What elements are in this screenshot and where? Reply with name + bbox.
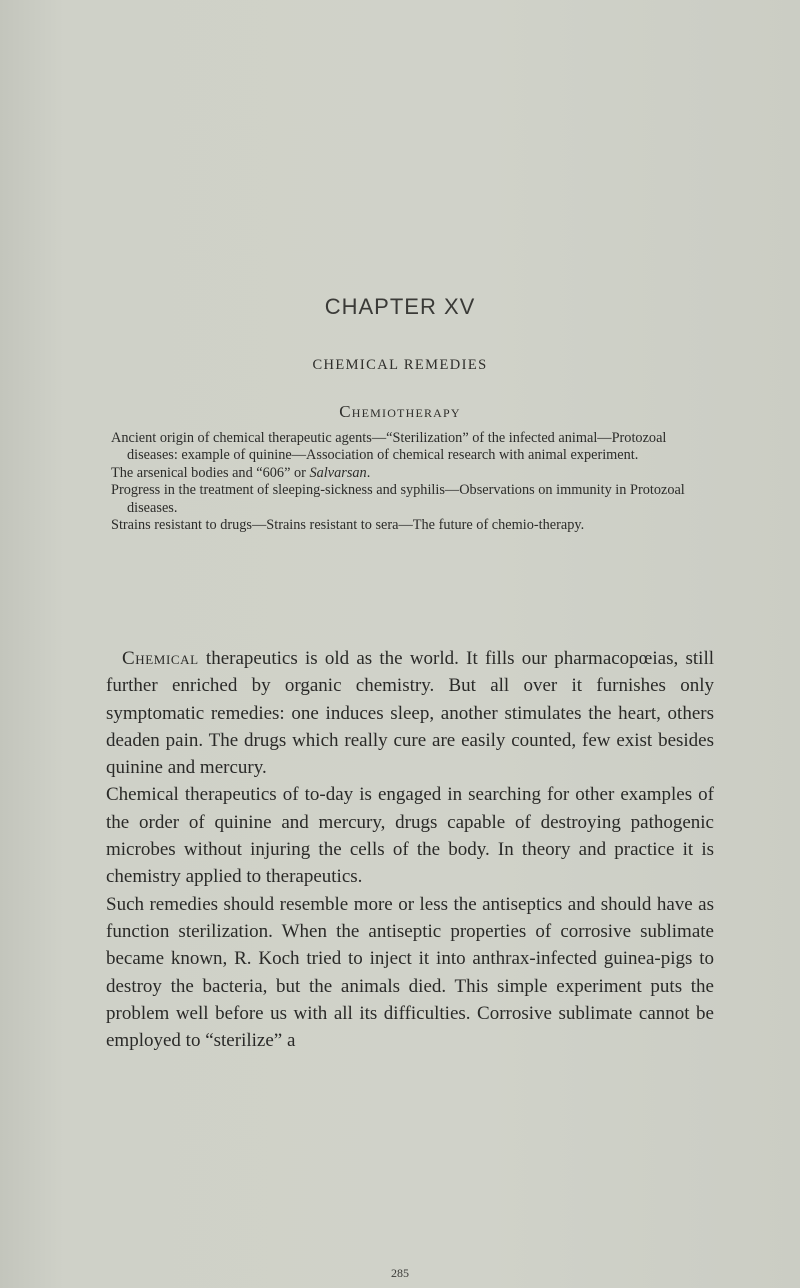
synopsis-item: Ancient origin of chemical therapeutic agents—“Sterilization” of the infected animal—Protozoal diseases: example of quinine—Association of chemical research with animal experiment.: [111, 430, 667, 464]
chapter-subtitle: CHEMICAL REMEDIES: [312, 357, 488, 373]
synopsis-item-suffix: .: [366, 464, 371, 481]
paragraph-text: therapeutics is old as the world. It fills our pharmacopœias, still further enriched by organic chemistry. But all over it furnishes only symptomatic remedies: one induces sleep, another stimulates the heart, others deaden pain. The drugs which really cure are easily counted, few exist besides quinine and mercury.: [106, 648, 714, 779]
section-title: Chemiotherapy: [339, 402, 461, 421]
paragraph: Chemical therapeutics of to-day is engaged in searching for other examples of the order of quinine and mercury, drugs capable of destroying pathogenic microbes without injuring the cells of the body. In theory and practice it is chemistry applied to therapeutics.: [106, 784, 714, 888]
synopsis-item: Strains resistant to drugs—Strains resistant to sera—The future of chemio-therapy.: [111, 517, 585, 534]
chapter-synopsis: [111, 430, 716, 534]
synopsis-item-prefix: The arsenical bodies and “606” or: [111, 464, 310, 481]
paragraph: Such remedies should resemble more or less the antiseptics and should have as function sterilization. When the antiseptic properties of corrosive sublimate became known, R. Koch tried to inject it into anthrax-infected guinea-pigs to destroy the bacteria, but the animals died. This simple experiment puts the problem well before us with all its difficulties. Corrosive sublimate cannot be employed to “sterilize” a: [106, 893, 714, 1052]
synopsis-item: [111, 465, 716, 482]
synopsis-item-italic: Salvarsan: [309, 464, 367, 481]
body-text: [106, 645, 714, 1054]
paragraph-lead-word: Chemical: [122, 648, 199, 669]
chapter-heading: CHAPTER XV: [324, 294, 476, 319]
paragraph: [106, 645, 714, 781]
page-number: 285: [391, 1266, 409, 1280]
synopsis-item: Progress in the treatment of sleeping-sickness and syphilis—Observations on immunity in Protozoal diseases.: [111, 482, 685, 516]
